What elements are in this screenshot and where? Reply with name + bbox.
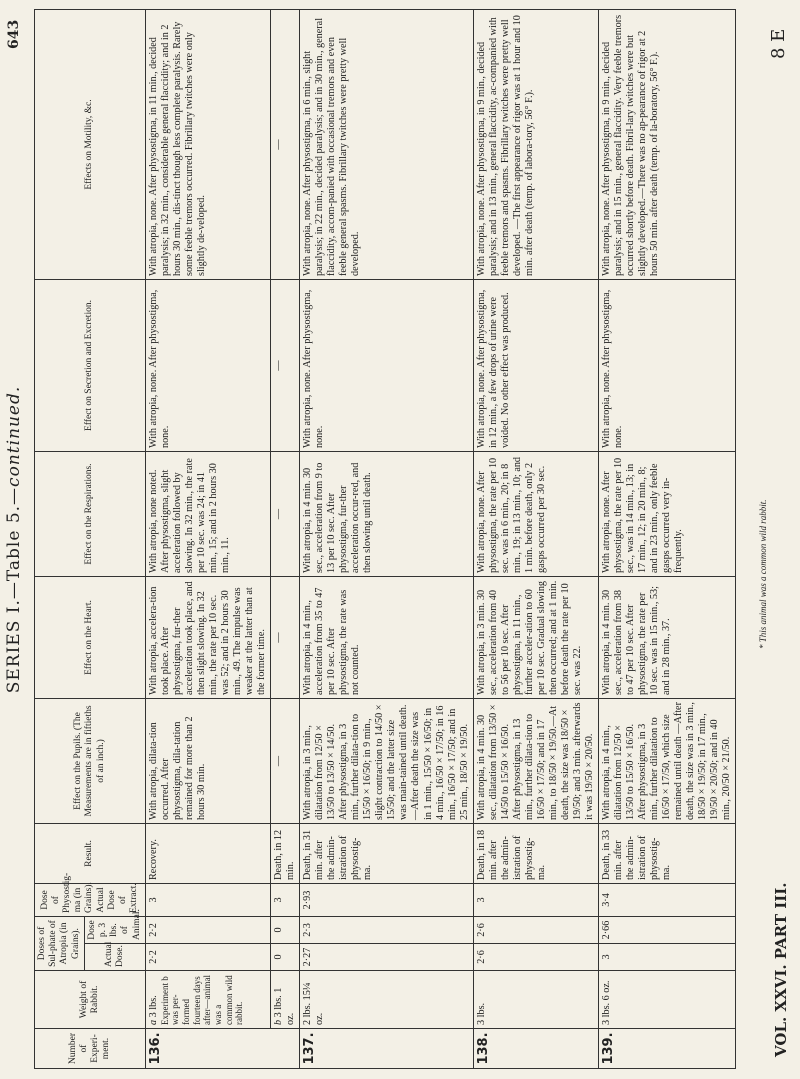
- col-doses-atropia: Doses of Sul-phate of Atropia (in Grains).: [35, 917, 85, 971]
- pupils-cell: With atropia, in 4 min., dilatation from 12/50 × 13/50 to 15/50 × 16/50. After physostigma, in 3 min., further dilatation to 16/50 × 17/50, which size remained until death —After death, the size was in 3 min., 18/50 × 19/50; in 17 min., 19/50 × 20/50; and in 40 min., 20/50 × 21/50.: [598, 699, 735, 824]
- continued-label: continued.: [4, 385, 24, 487]
- experiment-number: 138.: [473, 1029, 598, 1069]
- col-respirations: Effect on the Respirations.: [35, 452, 146, 577]
- motility-cell: With atropia, none. After physostigma, in 6 min., slight paralysis; in 22 min., decided paralysis; and in 30 min., general flaccidity, accom-panied with occasional tremors and even feeble general spasms. Fibrillary twitches were pretty well developed.: [300, 10, 473, 280]
- respirations-cell: —: [271, 452, 300, 577]
- motility-cell: With atropia, none. After physostigma, in 9 min., decided paralysis; and in 15 min., general flaccidity. Very feeble tremors occurred shortly before death. Fibril-lary twitches were but slightly developed.—There was no ap-pearance of rigor at 2 hours 50 min. after death (temp. of la-boratory, 56° F.).: [598, 10, 735, 280]
- footnote: * This animal was a common wild rabbit.: [758, 499, 768, 649]
- pupils-cell: With atropia, in 3 min., dilatation from 12/50 × 13/50 to 13/50 × 14/50. After physostigma, in 3 min., further dilata-tion to 15/50 × 16/50; in 9 min., slight contraction to 14/50 × 15/50; and the latter size was main-tained until death.—After death the size was in 1 min., 15/50 × 16/50; in 4 min., 16/50 × 17/50; in 16 min., 16/50 × 17/50; and in 25 min., 18/50 × 19/50.: [300, 699, 473, 824]
- page-number: 643: [6, 19, 22, 49]
- heart-cell: With atropia, in 4 min., acceleration from 35 to 47 per 10 sec. After physostigma, the rate was not counted.: [300, 577, 473, 699]
- col-experiment: Number of Experi-ment.: [35, 1029, 146, 1069]
- weight-cell: [145, 971, 270, 1029]
- atropia-per3: 2·6: [473, 917, 598, 944]
- secretion-cell: With atropia, none. After physostigma, none.: [598, 280, 735, 452]
- atropia-actual: 2·6: [473, 944, 598, 971]
- sub-label: b: [273, 1019, 285, 1025]
- weight-cell: 2 lbs. 15¼ oz.: [300, 971, 473, 1029]
- experiment-number: 137.: [300, 1029, 473, 1069]
- atropia-per3: 0: [271, 917, 300, 944]
- result-cell: Death, in 31 min. after the admin-istration of physostig-ma.: [300, 824, 473, 884]
- weight-note: Experiment b was per-formed fourteen days after—animal was a common wild rabbit.: [159, 975, 245, 1025]
- page-footer: [758, 0, 798, 1079]
- respirations-cell: With atropia, none. After physostigma, the rate per 10 sec., was in 14 min., 13; in 17 min., 12; in 20 min., 8; and in 23 min., only feeble gasps occurred very in-frequently.: [598, 452, 735, 577]
- result-cell: Death, in 33 min. after the admin-istration of physostig-ma.: [598, 824, 735, 884]
- pupils-cell: With atropia, in 4 min. 30 sec., dilatation from 13/50 × 14/50 to 15/50 × 16/50. After physostigma, in 13 min., further dilata-tion to 16/50 × 17/50; and in 17 min., to 18/50 × 19/50.—At death, the size was 18/50 × 19/50; and 3 min. afterwards it was 19/50 × 20/50.: [473, 699, 598, 824]
- experiment-number: 139.: [598, 1029, 735, 1069]
- header-row: [35, 10, 85, 1069]
- table-row: [598, 10, 735, 1069]
- col-dose-physostigma: Dose of Physostig-ma (in Grains). Actual Dose of Extract.: [35, 884, 146, 917]
- heart-cell: With atropia, in 3 min. 30 sec., acceleration from 40 to 56 per 10 sec. After physostigma, in 11 min., further acceler-ation to 60 per 10 sec. Gradual slowing then occurred; and at 1 min. before death the rate per 10 sec. was 22.: [473, 577, 598, 699]
- physostigma-dose: 2·93: [300, 884, 473, 917]
- physostigma-dose: 3: [473, 884, 598, 917]
- physostigma-dose: 3: [271, 884, 300, 917]
- atropia-actual: 2·2: [145, 944, 270, 971]
- heart-cell: With atropia, accelera-tion took place. After physostigma, fur-ther acceleration took place, and then slight slowing. In 32 min., the rate per 10 sec. was 52; and in 2 hours 30 min., 49. The impulse was weaker at the latter than at the former time.: [145, 577, 270, 699]
- results-table: [34, 9, 736, 1069]
- weight-cell: 3 lbs. 6 oz.: [598, 971, 735, 1029]
- col-heart: Effect on the Heart.: [35, 577, 146, 699]
- respirations-cell: With atropia, in 4 min. 30 sec., acceleration from 9 to 13 per 10 sec. After physostigma, fur-ther acceleration occur-red, and then slowing until death.: [300, 452, 473, 577]
- col-dose-per-3lbs: Dose p. 3 lbs. of Animal.: [84, 917, 145, 944]
- col-weight: Weight of Rabbit.: [35, 971, 146, 1029]
- respirations-cell: With atropia, none noted. After physostigma, slight acceleration followed by slowing. In 32 min., the rate per 10 sec. was 24; in 41 min., 15; and in 2 hours 30 min., 11.: [145, 452, 270, 577]
- atropia-per3: 2·3: [300, 917, 473, 944]
- col-actual-dose: Actual Dose.: [84, 944, 145, 971]
- table-row: [145, 10, 270, 1069]
- experiment-number: 136.: [145, 1029, 299, 1069]
- weight-value: 3 lbs.: [147, 995, 159, 1018]
- atropia-actual: 0: [271, 944, 300, 971]
- pupils-cell: With atropia, dilata-tion occurred. After physostigma, dila-tation remained for more than 2 hours 30 min.: [145, 699, 270, 824]
- col-motility: Effects on Motility, &c.: [35, 10, 146, 280]
- atropia-per3: 2·66: [598, 917, 735, 944]
- weight-cell: [271, 971, 300, 1029]
- col-result: Result.: [35, 824, 146, 884]
- physostigma-dose: 3: [145, 884, 270, 917]
- motility-cell: With atropia, none. After physostigma, in 11 min., decided paralysis; in 32 min., considerable general flaccidity; and in 2 hours 30 min., dis-tinct though less complete paralysis. Rarely some feeble tremors occurred. Fibrillary twitches were only slightly de-veloped.: [145, 10, 270, 280]
- secretion-cell: —: [271, 280, 300, 452]
- atropia-actual: 3: [598, 944, 735, 971]
- col-secretion: Effect on Secretion and Excretion.: [35, 280, 146, 452]
- result-cell: Death, in 18 min. after the admin-istration of physostig-ma.: [473, 824, 598, 884]
- secretion-cell: With atropia, none. After physostigma, none.: [300, 280, 473, 452]
- atropia-actual: 2·27: [300, 944, 473, 971]
- col-pupils: Effect on the Pupils. (The Measurements are in fiftieths of an inch.): [35, 699, 146, 824]
- secretion-cell: With atropia, none. After physostigma, none.: [145, 280, 270, 452]
- heart-cell: —: [271, 577, 300, 699]
- weight-cell: 3 lbs.: [473, 971, 598, 1029]
- table-row: [473, 10, 598, 1069]
- atropia-per3: 2·2: [145, 917, 270, 944]
- pupils-cell: —: [271, 699, 300, 824]
- series-label: SERIES I.—Table 5.—: [4, 486, 24, 694]
- table-row: [271, 10, 300, 1069]
- motility-cell: —: [271, 10, 300, 280]
- signature-mark: 8 E: [768, 28, 789, 59]
- volume-label: VOL. XXVI. PART III.: [772, 882, 790, 1057]
- result-cell: Death, in 12 min.: [271, 824, 300, 884]
- weight-value: 3 lbs. 1 oz.: [273, 987, 297, 1025]
- heart-cell: With atropia, in 4 min. 30 sec., acceleration from 38 to 47 per 10 sec. After physostigma, the rate per 10 sec. was in 15 min., 53; and in 28 min., 37.: [598, 577, 735, 699]
- physostigma-dose: 3·4: [598, 884, 735, 917]
- table-title: [4, 0, 24, 1079]
- table-row: [300, 10, 473, 1069]
- result-cell: Recovery.: [145, 824, 270, 884]
- secretion-cell: With atropia, none. After physostigma, in 12 min., a few drops of urine were voided. No other effect was produced.: [473, 280, 598, 452]
- sub-label: a: [147, 1019, 159, 1025]
- respirations-cell: With atropia, none. After physostigma, the rate per 10 sec. was in 6 min., 20; in 8 min., 19; in 13 min., 10; and 1 min. before death, only 2 gasps occurred per 30 sec.: [473, 452, 598, 577]
- motility-cell: With atropia, none. After physostigma, in 9 min., decided paralysis; and in 13 min., general flaccidity, ac-companied with feeble tremors and spasms. Fibrillary twitches were pretty well developed. —The first appearance of rigor was at 1 hour and 10 min. after death (temp. of labora-tory, 56° F.).: [473, 10, 598, 280]
